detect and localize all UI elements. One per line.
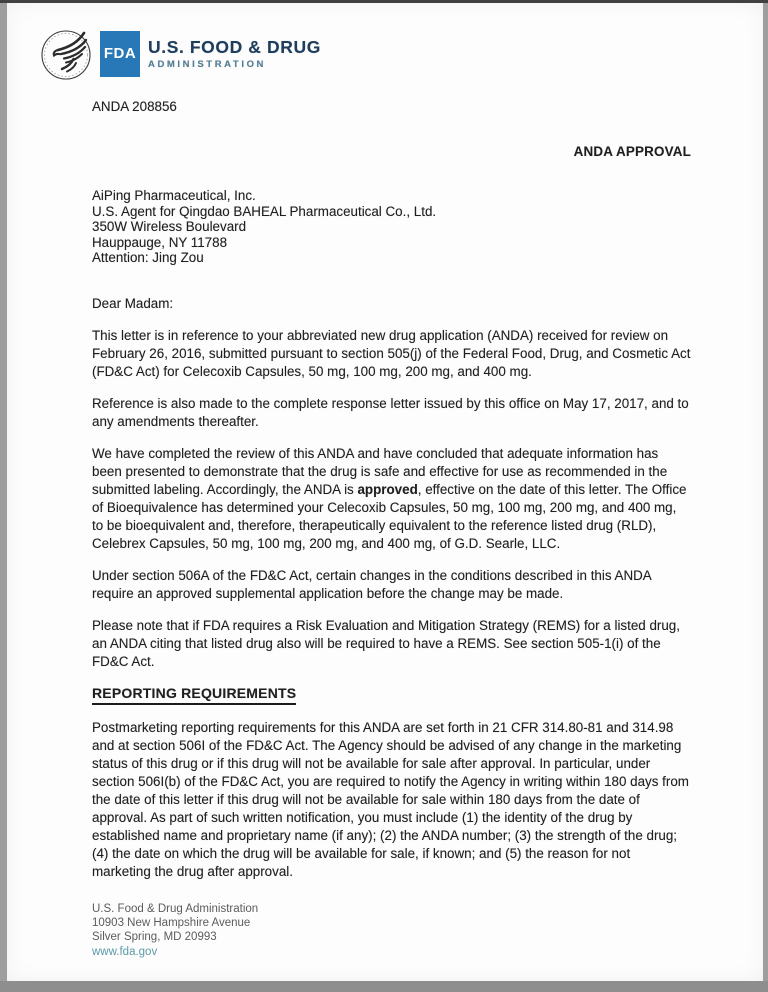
letter-content [7, 3, 763, 981]
salutation: Dear Madam: [92, 295, 174, 311]
fda-brand-line2: ADMINISTRATION [148, 59, 267, 70]
fda-letterhead [38, 25, 691, 83]
footer-line: Silver Spring, MD 20993 [92, 930, 217, 943]
footer-line: U.S. Food & Drug Administration [92, 902, 259, 915]
approval-text-pre: We have completed the review of this ANDA and have concluded that adequate information has been presented to demonstrate that the drug is safe and effective for use as recommended in the submitted labeling. Accordingly, the ANDA is [92, 445, 668, 497]
paragraph-rems: Please note that if FDA requires a Risk Evaluation and Mitigation Strategy (REMS) for a listed drug, an ANDA citing that listed drug also will be required to have a REMS. See section 505-1(i) of the FD&C Act. [92, 617, 680, 669]
recipient-address-block [92, 188, 691, 266]
fda-brand-line1: U.S. FOOD & DRUG [148, 37, 321, 57]
letter-footer-address [92, 902, 691, 959]
anda-number: ANDA 208856 [92, 99, 177, 114]
anda-approval-heading: ANDA APPROVAL [573, 144, 691, 159]
footer-line: 10903 New Hampshire Avenue [92, 916, 251, 929]
recipient-line: AiPing Pharmaceutical, Inc. [92, 188, 256, 203]
recipient-line: 350W Wireless Boulevard [92, 219, 247, 234]
paragraph-section-506a: Under section 506A of the FD&C Act, certain changes in the conditions described in this ANDA require an approved supplemental application before the change may be made. [92, 567, 651, 601]
fda-brand-text [148, 38, 321, 70]
paragraph-reference: This letter is in reference to your abbreviated new drug application (ANDA) received for review on February 26, 2016, submitted pursuant to section 505(j) of the Federal Food, Drug, and Cosmetic Act (FD&C Act) for Celecoxib Capsules, 50 mg, 100 mg, 200 mg, and 400 mg. [92, 327, 691, 379]
reporting-requirements-heading [92, 684, 691, 705]
paragraph-postmarketing: Postmarketing reporting requirements for this ANDA are set forth in 21 CFR 314.80-81 and 314.98 and at section 506I of the FD&C Act. The Agency should be advised of any change in the marketing status of this drug or if this drug will not be available for sale after approval. In particular, under section 506I(b) of the FD&C Act, you are required to notify the Agency in writing within 180 days from the date of this letter if this drug will not be available for sale within 180 days from the date of approval. As part of such written notification, you must include (1) the identity of the drug by established name and proprietary name (if any); (2) the ANDA number; (3) the strength of the drug; (4) the date on which the drug will be available for sale, if known; and (5) the reason for not marketing the drug after approval. [92, 719, 689, 879]
hhs-eagle-icon [38, 25, 96, 83]
paragraph-response-letter: Reference is also made to the complete response letter issued by this office on May 17, 2017, and to any amendments thereafter. [92, 395, 689, 429]
fda-logo-monogram: FDA [100, 31, 140, 77]
approval-text-post: , effective on the date of this letter. The Office of Bioequivalence has determined your Celecoxib Capsules, 50 mg, 100 mg, 200 mg, and 400 mg, to be bioequivalent and, therefore, therapeutically equivalent to the reference listed drug (RLD), Celebrex Capsules, 50 mg, 100 mg, 200 mg, and 400 mg, of G.D. Searle, LLC. [92, 481, 687, 551]
reporting-requirements-heading-text: REPORTING REQUIREMENTS [92, 684, 296, 705]
recipient-line: U.S. Agent for Qingdao BAHEAL Pharmaceutical Co., Ltd. [92, 203, 437, 219]
recipient-line: Hauppauge, NY 11788 [92, 234, 228, 250]
letter-page [7, 3, 763, 981]
recipient-line: Attention: Jing Zou [92, 250, 204, 265]
paragraph-approval [92, 445, 691, 553]
fda-website-link: www.fda.gov [92, 945, 158, 958]
approved-emphasis: approved [357, 481, 418, 497]
